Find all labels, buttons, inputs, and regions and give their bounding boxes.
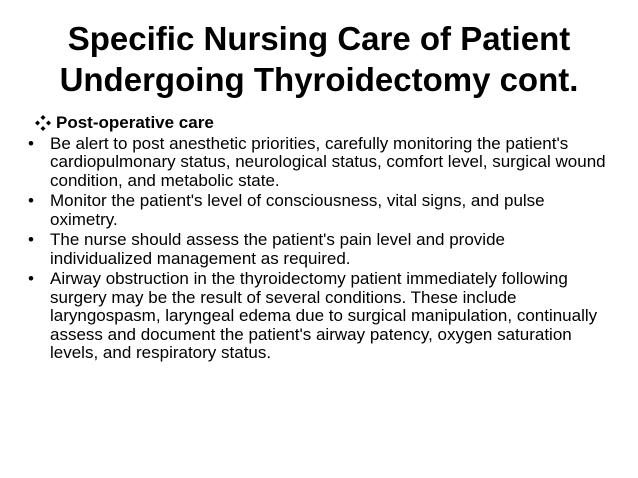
slide-content [28, 113, 610, 365]
bullet-dot-icon: • [28, 191, 34, 210]
bullet-text: Be alert to post anesthetic priorities, carefully monitoring the patient's cardiopulmonary status, neurological status, comfort level, surgical wound condition, and metabolic state. [50, 133, 606, 190]
title-line-2: Undergoing Thyroidectomy cont. [59, 61, 579, 98]
bullet-dot-icon: • [28, 230, 34, 249]
bullet-text: The nurse should assess the patient's pain level and provide individualized management as required. [50, 230, 505, 268]
bullet-list [28, 133, 610, 363]
bullet-text: Monitor the patient's level of consciousness, vital signs, and pulse oximetry. [50, 191, 545, 229]
list-item [28, 191, 610, 229]
bullet-dot-icon: • [28, 133, 34, 153]
bullet-text: Airway obstruction in the thyroidectomy patient immediately following surgery may be the result of several conditions. These include laryngospasm, laryngeal edema due to surgical manipulation, continually assess and document the patient's airway patency, oxygen saturation levels, and respiratory status. [50, 269, 598, 362]
section-heading-row [40, 114, 610, 133]
list-item [28, 230, 610, 268]
list-item [28, 133, 610, 191]
title-line-1: Specific Nursing Care of Patient [67, 20, 571, 57]
bullet-dot-icon: • [28, 269, 34, 288]
page-title [10, 18, 628, 100]
section-heading: Post-operative care [56, 113, 214, 132]
four-diamond-bullet-icon [34, 114, 52, 132]
list-item [28, 269, 610, 363]
